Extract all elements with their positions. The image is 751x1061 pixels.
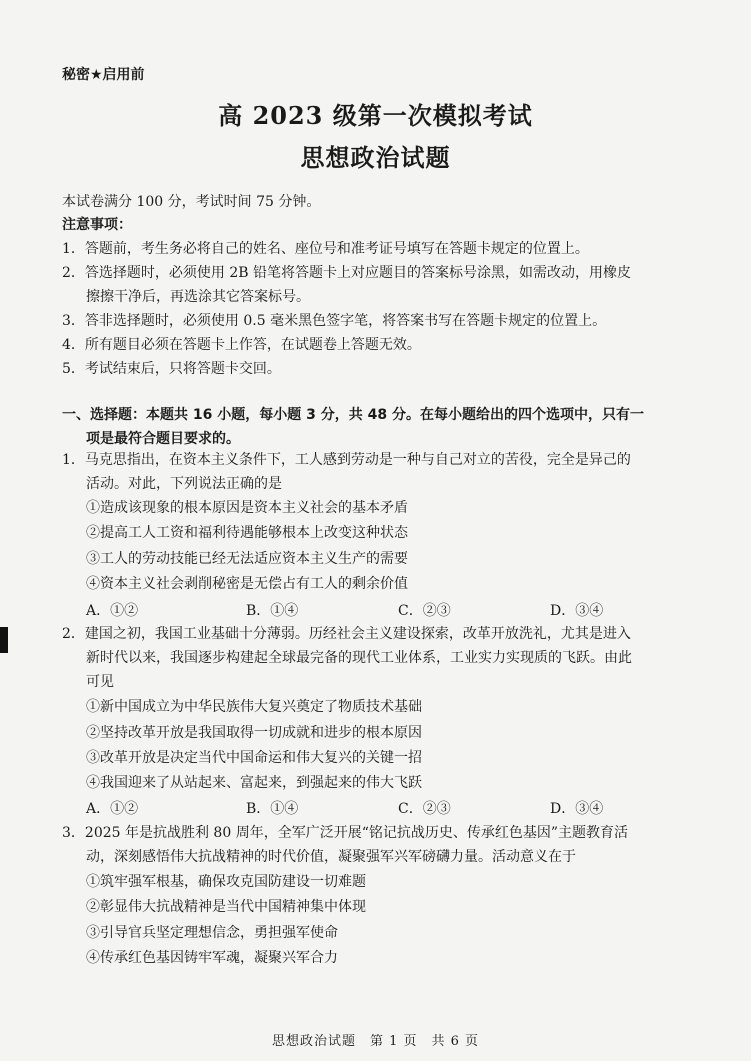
- notice-item: 5．考试结束后，只将答题卡交回。: [62, 361, 281, 377]
- notice-item-continued: 擦擦干净后，再选涂其它答案标号。: [86, 289, 310, 305]
- question-1-statement: ③工人的劳动技能已经无法适应资本主义生产的需要: [86, 551, 408, 567]
- option-a: A．①②: [86, 603, 139, 619]
- question-3-stem: 3．2025 年是抗战胜利 80 周年，全军广泛开展“铭记抗战历史、传承红色基因”主题教育活: [62, 825, 629, 841]
- question-2-statement: ④我国迎来了从站起来、富起来，到强起来的伟大飞跃: [86, 775, 422, 791]
- page-footer: 思想政治试题 第 1 页 共 6 页: [271, 1034, 480, 1049]
- option-b: B．①④: [246, 603, 299, 619]
- exam-title: 高 2023 级第一次模拟考试: [218, 101, 533, 130]
- option-c: C．②③: [398, 801, 451, 817]
- option-b: B．①④: [246, 801, 299, 817]
- question-1-statement: ④资本主义社会剥削秘密是无偿占有工人的剩余价值: [86, 576, 408, 592]
- question-2-statement: ③改革开放是决定当代中国命运和伟大复兴的关键一招: [86, 750, 422, 766]
- question-3-statement: ①筑牢强军根基，确保攻克国防建设一切难题: [86, 874, 366, 890]
- question-2-stem-continued: 新时代以来，我国逐步构建起全球最完备的现代工业体系，工业实力实现质的飞跃。由此: [86, 650, 632, 666]
- option-d: D．③④: [550, 603, 604, 619]
- notice-heading: 注意事项：: [62, 217, 132, 233]
- question-1-statement: ①造成该现象的根本原因是资本主义社会的基本矛盾: [86, 500, 408, 516]
- question-1-stem-continued: 活动。对此，下列说法正确的是: [86, 476, 282, 492]
- scan-edge-mark: [0, 627, 8, 653]
- question-1-stem: 1．马克思指出，在资本主义条件下，工人感到劳动是一种与自己对立的苦役，完全是异己的: [62, 452, 631, 468]
- option-a: A．①②: [86, 801, 139, 817]
- option-c: C．②③: [398, 603, 451, 619]
- secret-label: 秘密★启用前: [62, 67, 145, 83]
- question-2-stem-continued: 可见: [86, 674, 114, 690]
- option-d: D．③④: [550, 801, 604, 817]
- question-3-stem-continued: 动，深刻感悟伟大抗战精神的时代价值，凝聚强军兴军磅礴力量。活动意义在于: [86, 849, 576, 865]
- subject-title: 思想政治试题: [300, 143, 451, 172]
- intro-text: 本试卷满分 100 分，考试时间 75 分钟。: [62, 194, 321, 210]
- question-2-statement: ①新中国成立为中华民族伟大复兴奠定了物质技术基础: [86, 699, 422, 715]
- notice-item: 1．答题前，考生务必将自己的姓名、座位号和准考证号填写在答题卡规定的位置上。: [62, 241, 589, 257]
- question-3-statement: ②彰显伟大抗战精神是当代中国精神集中体现: [86, 899, 366, 915]
- section-heading: 一、选择题：本题共 16 小题，每小题 3 分，共 48 分。在每小题给出的四个选项中，只有一: [62, 407, 644, 423]
- question-1-statement: ②提高工人工资和福利待遇能够根本上改变这种状态: [86, 525, 408, 541]
- notice-item: 2．答选择题时，必须使用 2B 铅笔将答题卡上对应题目的答案标号涂黑，如需改动，用橡皮: [62, 265, 632, 281]
- question-3-statement: ③引导官兵坚定理想信念，勇担强军使命: [86, 925, 338, 941]
- question-3-statement: ④传承红色基因铸牢军魂，凝聚兴军合力: [86, 950, 338, 966]
- question-2-stem: 2．建国之初，我国工业基础十分薄弱。历经社会主义建设探索，改革开放洗礼，尤其是进入: [62, 626, 631, 642]
- notice-item: 4．所有题目必须在答题卡上作答，在试题卷上答题无效。: [62, 337, 421, 353]
- question-2-statement: ②坚持改革开放是我国取得一切成就和进步的根本原因: [86, 725, 422, 741]
- section-heading-continued: 项是最符合题目要求的。: [86, 431, 240, 447]
- notice-item: 3．答非选择题时，必须使用 0.5 毫米黑色签字笔，将答案书写在答题卡规定的位置上。: [62, 313, 607, 329]
